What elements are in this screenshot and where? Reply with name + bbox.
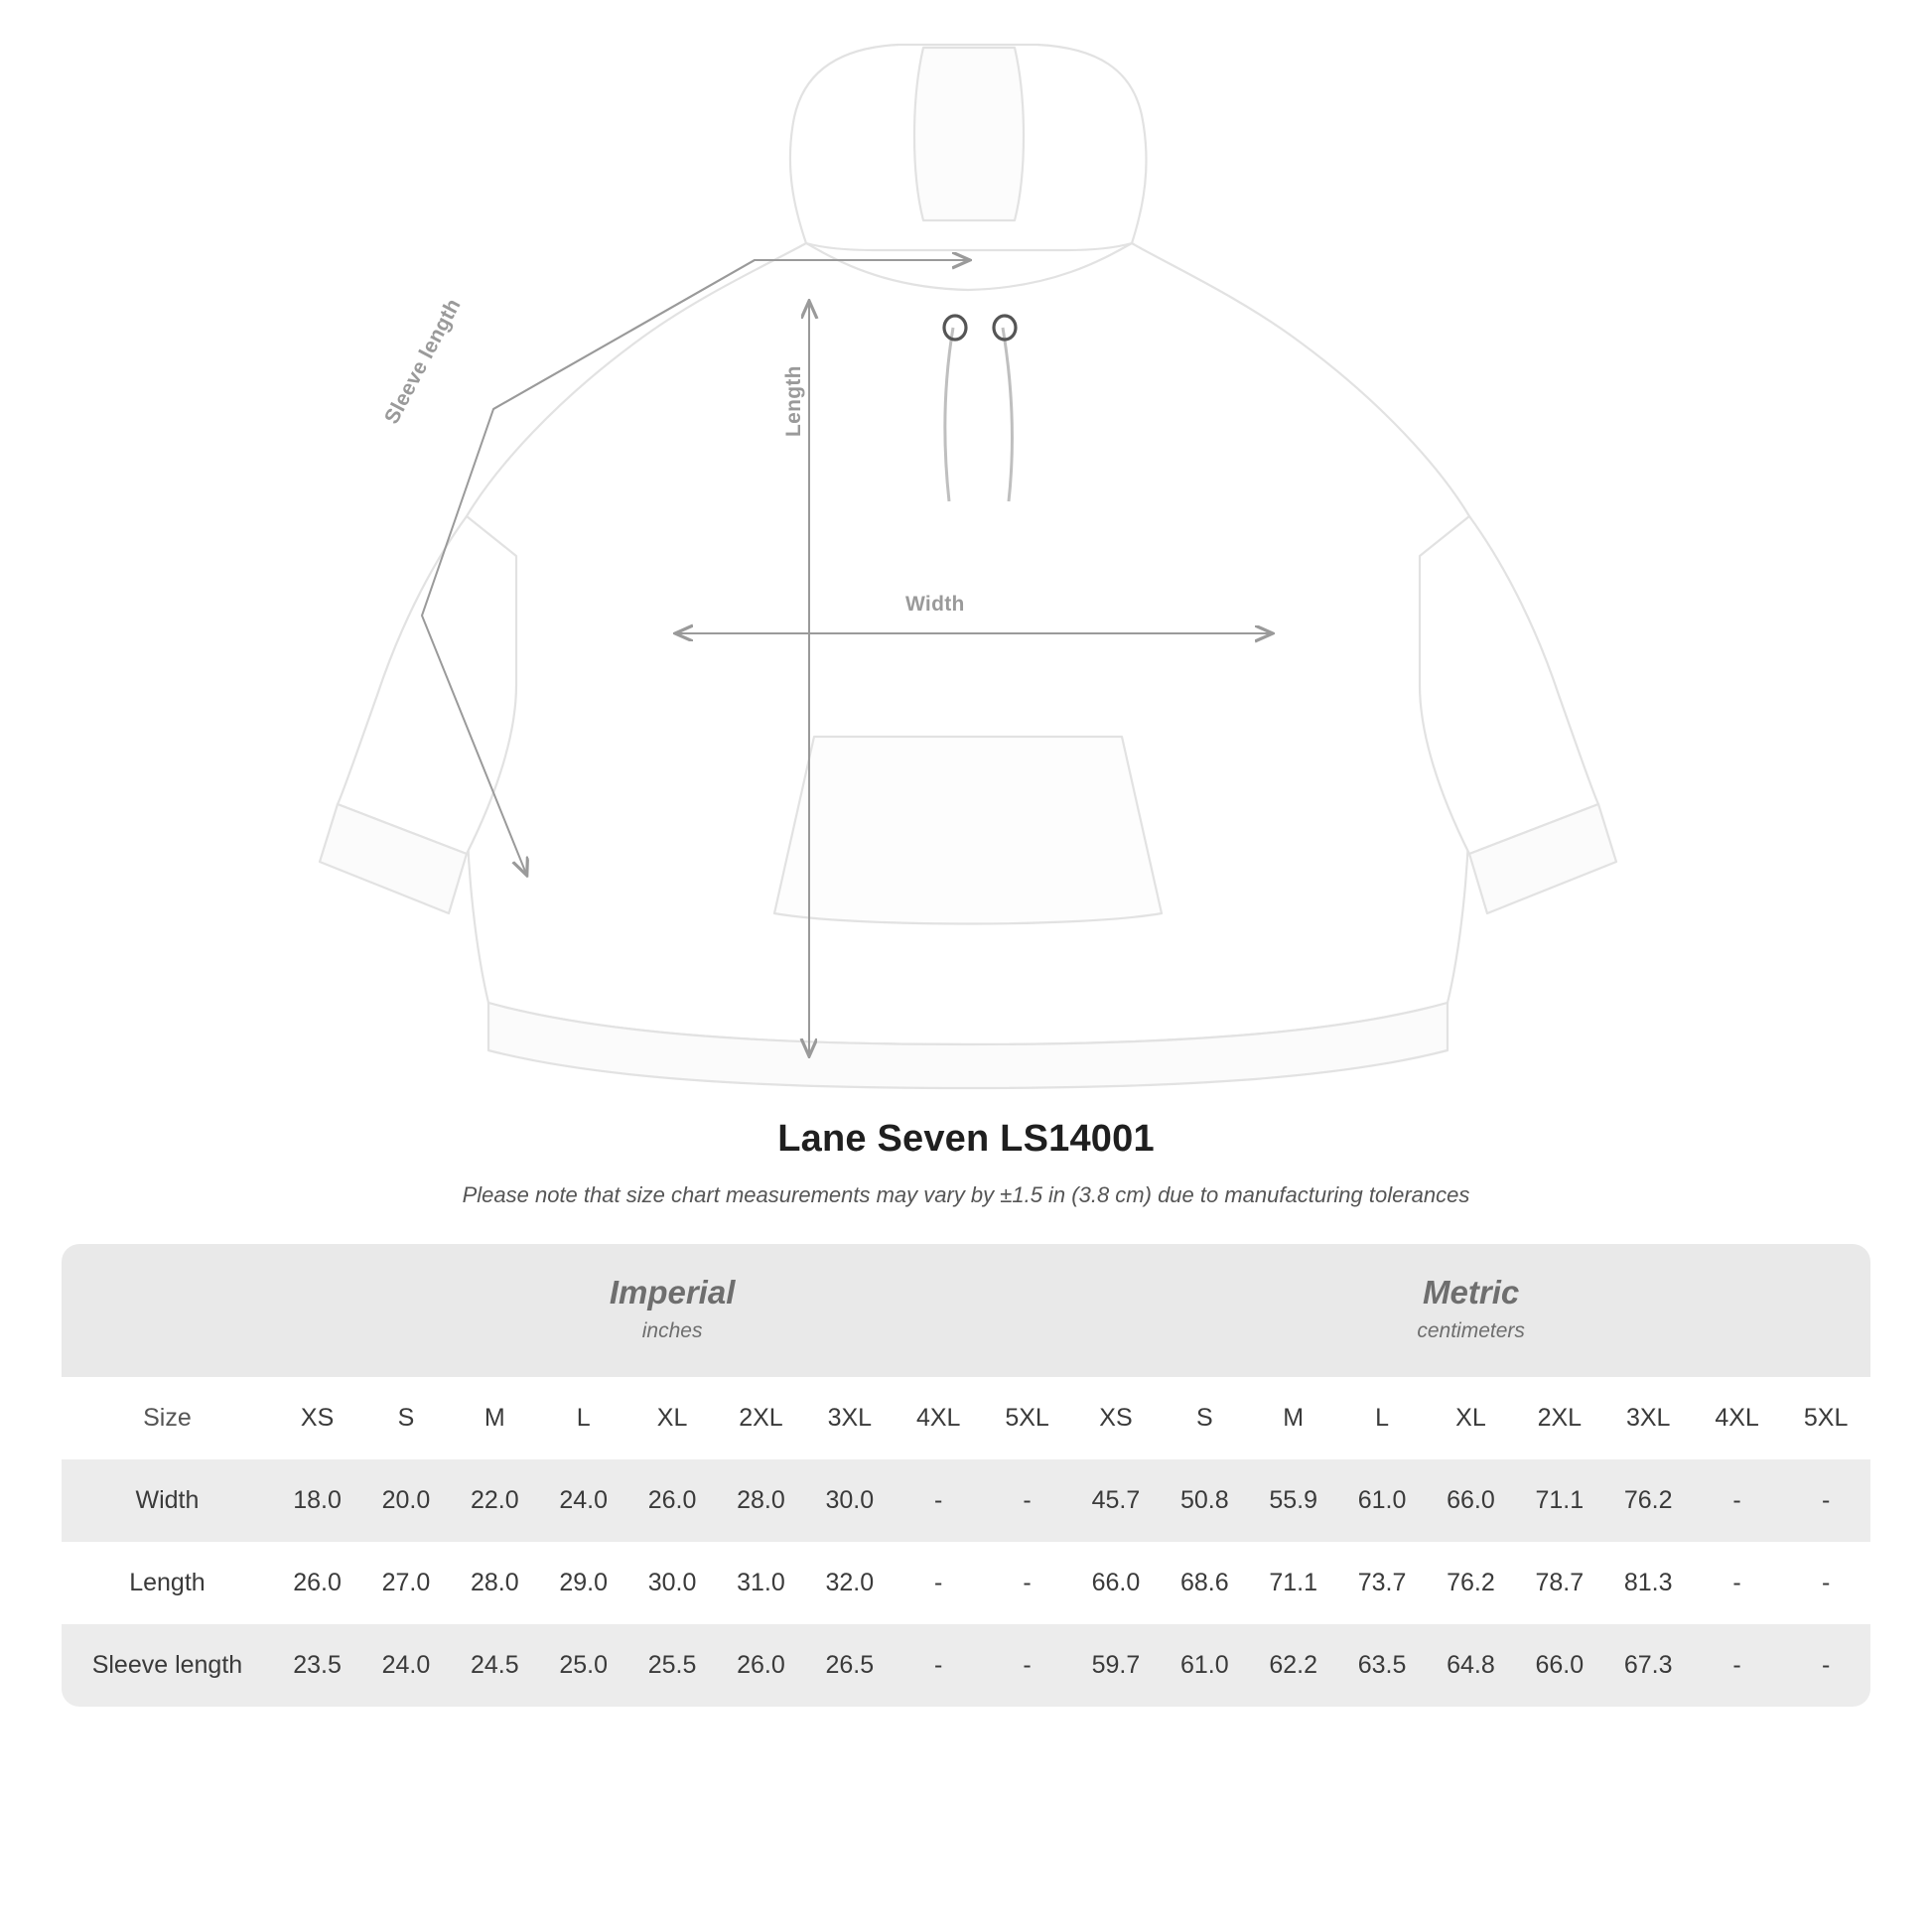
cell-width-metric-xs: 45.7 xyxy=(1071,1459,1160,1542)
unit-header-metric xyxy=(1071,1244,1870,1377)
cell-width-metric-2xl: 71.1 xyxy=(1515,1459,1603,1542)
size-header-metric-xl: XL xyxy=(1427,1377,1515,1459)
cell-sleeve-metric-2xl: 66.0 xyxy=(1515,1624,1603,1707)
size-header-imperial-5xl: 5XL xyxy=(983,1377,1071,1459)
cell-sleeve-metric-s: 61.0 xyxy=(1161,1624,1249,1707)
cell-length-imperial-5xl: - xyxy=(983,1542,1071,1624)
unit-header-spacer xyxy=(62,1244,273,1377)
cell-length-metric-s: 68.6 xyxy=(1161,1542,1249,1624)
cell-width-metric-3xl: 76.2 xyxy=(1604,1459,1693,1542)
cell-length-metric-l: 73.7 xyxy=(1337,1542,1426,1624)
title-block xyxy=(0,1118,1932,1208)
cell-length-imperial-m: 28.0 xyxy=(451,1542,539,1624)
width-dimension-label: Width xyxy=(905,593,965,616)
cell-width-imperial-2xl: 28.0 xyxy=(717,1459,805,1542)
cell-width-imperial-4xl: - xyxy=(895,1459,983,1542)
cell-sleeve-metric-xl: 64.8 xyxy=(1427,1624,1515,1707)
cell-length-metric-3xl: 81.3 xyxy=(1604,1542,1693,1624)
sleeve-length-dimension-label: Sleeve length xyxy=(380,295,466,428)
size-header-imperial-4xl: 4XL xyxy=(895,1377,983,1459)
cell-sleeve-imperial-2xl: 26.0 xyxy=(717,1624,805,1707)
cell-sleeve-imperial-5xl: - xyxy=(983,1624,1071,1707)
table-row xyxy=(62,1459,1870,1542)
cell-width-metric-m: 55.9 xyxy=(1249,1459,1337,1542)
cell-width-metric-s: 50.8 xyxy=(1161,1459,1249,1542)
unit-header-row xyxy=(62,1244,1870,1377)
cell-sleeve-imperial-3xl: 26.5 xyxy=(805,1624,894,1707)
size-header-metric-2xl: 2XL xyxy=(1515,1377,1603,1459)
cell-width-imperial-5xl: - xyxy=(983,1459,1071,1542)
size-header-metric-l: L xyxy=(1337,1377,1426,1459)
cell-length-imperial-s: 27.0 xyxy=(361,1542,450,1624)
cell-length-imperial-l: 29.0 xyxy=(539,1542,627,1624)
size-header-imperial-2xl: 2XL xyxy=(717,1377,805,1459)
size-chart-table-wrapper xyxy=(62,1244,1870,1707)
row-label-length: Length xyxy=(62,1542,273,1624)
table-row xyxy=(62,1624,1870,1707)
cell-sleeve-metric-3xl: 67.3 xyxy=(1604,1624,1693,1707)
cell-width-imperial-m: 22.0 xyxy=(451,1459,539,1542)
cell-length-metric-m: 71.1 xyxy=(1249,1542,1337,1624)
cell-sleeve-imperial-m: 24.5 xyxy=(451,1624,539,1707)
cell-length-metric-xs: 66.0 xyxy=(1071,1542,1160,1624)
cell-length-imperial-4xl: - xyxy=(895,1542,983,1624)
cell-length-metric-4xl: - xyxy=(1693,1542,1781,1624)
cell-sleeve-metric-4xl: - xyxy=(1693,1624,1781,1707)
size-header-metric-xs: XS xyxy=(1071,1377,1160,1459)
cell-sleeve-metric-5xl: - xyxy=(1781,1624,1870,1707)
size-header-row xyxy=(62,1377,1870,1459)
cell-length-imperial-xl: 30.0 xyxy=(627,1542,716,1624)
size-header-metric-s: S xyxy=(1161,1377,1249,1459)
cell-width-imperial-s: 20.0 xyxy=(361,1459,450,1542)
cell-sleeve-metric-xs: 59.7 xyxy=(1071,1624,1160,1707)
cell-sleeve-metric-m: 62.2 xyxy=(1249,1624,1337,1707)
cell-sleeve-metric-l: 63.5 xyxy=(1337,1624,1426,1707)
cell-sleeve-imperial-4xl: - xyxy=(895,1624,983,1707)
unit-imperial-name: Imperial xyxy=(609,1274,736,1311)
size-header-imperial-m: M xyxy=(451,1377,539,1459)
cell-length-metric-xl: 76.2 xyxy=(1427,1542,1515,1624)
unit-header-imperial xyxy=(273,1244,1071,1377)
size-header-imperial-3xl: 3XL xyxy=(805,1377,894,1459)
cell-width-metric-5xl: - xyxy=(1781,1459,1870,1542)
tolerance-note: Please note that size chart measurements may vary by ±1.5 in (3.8 cm) due to manufacturing tolerances xyxy=(462,1182,1470,1207)
cell-sleeve-imperial-l: 25.0 xyxy=(539,1624,627,1707)
size-header-metric-5xl: 5XL xyxy=(1781,1377,1870,1459)
cell-width-imperial-l: 24.0 xyxy=(539,1459,627,1542)
cell-width-metric-xl: 66.0 xyxy=(1427,1459,1515,1542)
cell-length-metric-2xl: 78.7 xyxy=(1515,1542,1603,1624)
size-header-metric-4xl: 4XL xyxy=(1693,1377,1781,1459)
size-header-imperial-xl: XL xyxy=(627,1377,716,1459)
cell-sleeve-imperial-xs: 23.5 xyxy=(273,1624,361,1707)
cell-width-metric-4xl: - xyxy=(1693,1459,1781,1542)
unit-imperial-sub: inches xyxy=(641,1319,703,1342)
cell-width-imperial-xs: 18.0 xyxy=(273,1459,361,1542)
size-header-label: Size xyxy=(62,1377,273,1459)
table-row xyxy=(62,1542,1870,1624)
cell-length-metric-5xl: - xyxy=(1781,1542,1870,1624)
cell-sleeve-imperial-xl: 25.5 xyxy=(627,1624,716,1707)
size-header-imperial-l: L xyxy=(539,1377,627,1459)
cell-width-metric-l: 61.0 xyxy=(1337,1459,1426,1542)
cell-length-imperial-2xl: 31.0 xyxy=(717,1542,805,1624)
size-header-metric-m: M xyxy=(1249,1377,1337,1459)
size-header-imperial-s: S xyxy=(361,1377,450,1459)
length-dimension-label: Length xyxy=(782,365,805,437)
page-title: Lane Seven LS14001 xyxy=(777,1118,1155,1160)
cell-length-imperial-xs: 26.0 xyxy=(273,1542,361,1624)
cell-length-imperial-3xl: 32.0 xyxy=(805,1542,894,1624)
row-label-width: Width xyxy=(62,1459,273,1542)
size-header-metric-3xl: 3XL xyxy=(1604,1377,1693,1459)
unit-metric-name: Metric xyxy=(1423,1274,1520,1311)
cell-sleeve-imperial-s: 24.0 xyxy=(361,1624,450,1707)
size-chart-table xyxy=(62,1244,1870,1707)
cell-width-imperial-3xl: 30.0 xyxy=(805,1459,894,1542)
row-label-sleeve-length: Sleeve length xyxy=(62,1624,273,1707)
size-header-imperial-xs: XS xyxy=(273,1377,361,1459)
unit-metric-sub: centimeters xyxy=(1417,1319,1525,1342)
cell-width-imperial-xl: 26.0 xyxy=(627,1459,716,1542)
